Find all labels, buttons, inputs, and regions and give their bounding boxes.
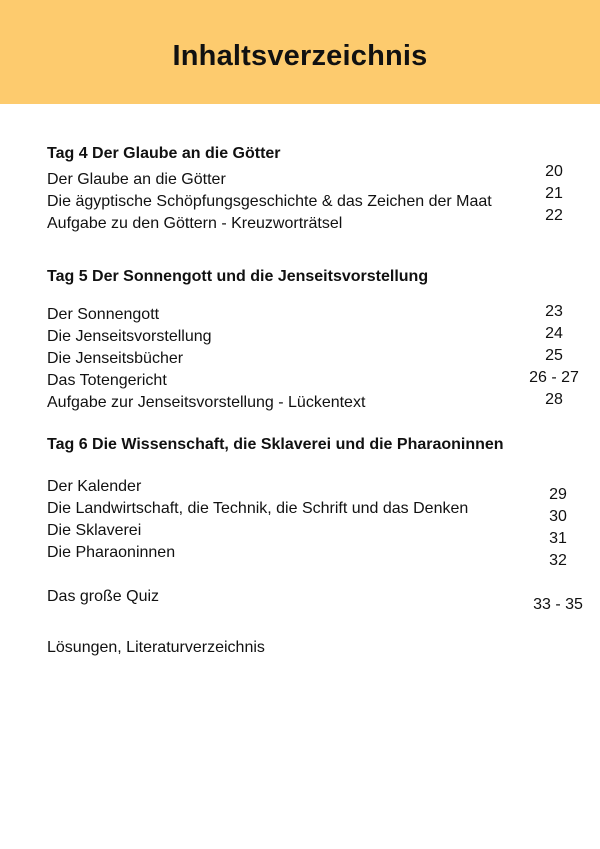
toc-entry: Das Totengericht [47, 372, 167, 389]
toc-page-number: 23 [545, 303, 563, 320]
toc-entry: Der Glaube an die Götter [47, 171, 226, 188]
toc-page-number: 31 [549, 530, 567, 547]
toc-page-number: 30 [549, 508, 567, 525]
toc-page-number: 29 [549, 486, 567, 503]
toc-page-number: 25 [545, 347, 563, 364]
toc-page-number: 26 - 27 [529, 369, 579, 386]
toc-entry: Der Kalender [47, 478, 142, 495]
toc-page-number-quiz: 33 - 35 [533, 596, 583, 613]
toc-page-number: 28 [545, 391, 563, 408]
section-title-tag-5: Tag 5 Der Sonnengott und die Jenseitsvorstellung [47, 268, 429, 285]
toc-page-number: 22 [545, 207, 563, 224]
toc-page-number: 20 [545, 163, 563, 180]
toc-entry-quiz: Das große Quiz [47, 588, 160, 605]
toc-page-number: 21 [545, 185, 563, 202]
toc-page-number: 24 [545, 325, 563, 342]
page-title: Inhaltsverzeichnis [172, 40, 428, 72]
toc-page-number: 32 [549, 552, 567, 569]
section-title-tag-4: Tag 4 Der Glaube an die Götter [47, 145, 281, 162]
toc-entry: Aufgabe zur Jenseitsvorstellung - Lückentext [47, 394, 366, 411]
toc-entry-solutions: Lösungen, Literaturverzeichnis [47, 639, 265, 656]
title-banner [0, 0, 600, 104]
toc-entry: Die Pharaoninnen [47, 544, 176, 561]
toc-entry: Die ägyptische Schöpfungsgeschichte & das Zeichen der Maat [47, 193, 492, 210]
toc-entry: Die Sklaverei [47, 522, 142, 539]
toc-entry: Die Jenseitsbücher [47, 350, 184, 367]
toc-entry: Der Sonnengott [47, 306, 160, 323]
toc-entry: Die Jenseitsvorstellung [47, 328, 212, 345]
toc-entry: Die Landwirtschaft, die Technik, die Schrift und das Denken [47, 500, 469, 517]
toc-entry: Aufgabe zu den Göttern - Kreuzworträtsel [47, 215, 343, 232]
section-title-tag-6: Tag 6 Die Wissenschaft, die Sklaverei und die Pharaoninnen [47, 436, 504, 453]
